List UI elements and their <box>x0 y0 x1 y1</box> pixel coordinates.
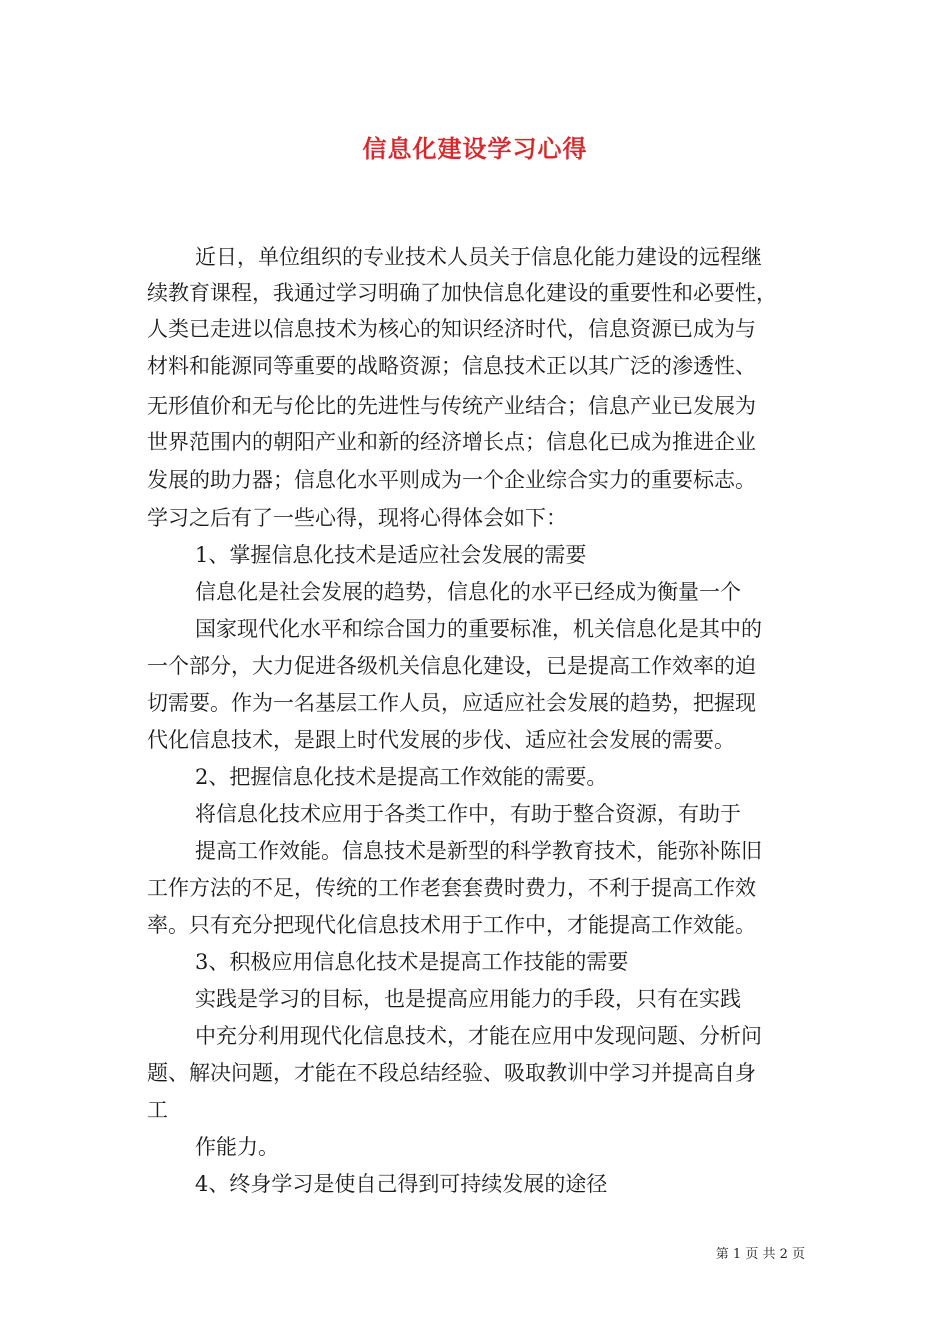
paragraph-line: 切需要。作为一名基层工作人员，应适应社会发展的趋势，把握现 <box>147 691 756 715</box>
section-heading: 2、把握信息化技术是提高工作效能的需要。 <box>195 765 608 789</box>
paragraph-line: 人类已走进以信息技术为核心的知识经济时代，信息资源已成为与 <box>147 317 756 341</box>
paragraph-line: 近日，单位组织的专业技术人员关于信息化能力建设的远程继 <box>195 245 762 269</box>
paragraph-line: 一个部分，大力促进各级机关信息化建设，已是提高工作效率的迫 <box>147 654 756 678</box>
document-title: 信息化建设学习心得 <box>362 134 588 163</box>
section-heading: 4、终身学习是使自己得到可持续发展的途径 <box>195 1172 608 1196</box>
paragraph-line: 代化信息技术，是跟上时代发展的步伐、适应社会发展的需要。 <box>147 728 735 752</box>
paragraph-line: 发展的助力器；信息化水平则成为一个企业综合实力的重要标志。 <box>147 468 756 492</box>
page-number: 第 1 页 共 2 页 <box>715 1247 805 1262</box>
paragraph-line: 中充分利用现代化信息技术，才能在应用中发现问题、分析问 <box>195 1024 762 1048</box>
paragraph-line: 信息化是社会发展的趋势，信息化的水平已经成为衡量一个 <box>195 580 741 604</box>
paragraph-line: 无形值价和无与伦比的先进性与传统产业结合；信息产业已发展为 <box>147 394 756 418</box>
paragraph-line: 题、解决问题，才能在不段总结经验、吸取教训中学习并提高自身 <box>147 1061 756 1085</box>
section-heading: 3、积极应用信息化技术是提高工作技能的需要 <box>195 950 629 974</box>
paragraph-line: 提高工作效能。信息技术是新型的科学教育技术，能弥补陈旧 <box>195 839 762 863</box>
paragraph-line: 续教育课程，我通过学习明确了加快信息化建设的重要性和必要性， <box>147 281 777 305</box>
paragraph-line: 实践是学习的目标，也是提高应用能力的手段，只有在实践 <box>195 987 741 1011</box>
paragraph-line: 率。只有充分把现代化信息技术用于工作中，才能提高工作效能。 <box>147 913 756 937</box>
paragraph-line: 作能力。 <box>195 1135 279 1159</box>
paragraph-line: 学习之后有了一些心得，现将心得体会如下： <box>147 506 567 530</box>
paragraph-line: 将信息化技术应用于各类工作中，有助于整合资源，有助于 <box>195 802 741 826</box>
paragraph-line: 国家现代化水平和综合国力的重要标准，机关信息化是其中的 <box>195 617 762 641</box>
paragraph-line: 工 <box>147 1098 168 1122</box>
paragraph-line: 工作方法的不足，传统的工作老套套费时费力，不利于提高工作效 <box>147 876 756 900</box>
paragraph-line: 世界范围内的朝阳产业和新的经济增长点；信息化已成为推进企业 <box>147 430 756 454</box>
paragraph-line: 材料和能源同等重要的战略资源；信息技术正以其广泛的渗透性、 <box>147 354 756 378</box>
section-heading: 1、掌握信息化技术是适应社会发展的需要 <box>195 543 587 567</box>
